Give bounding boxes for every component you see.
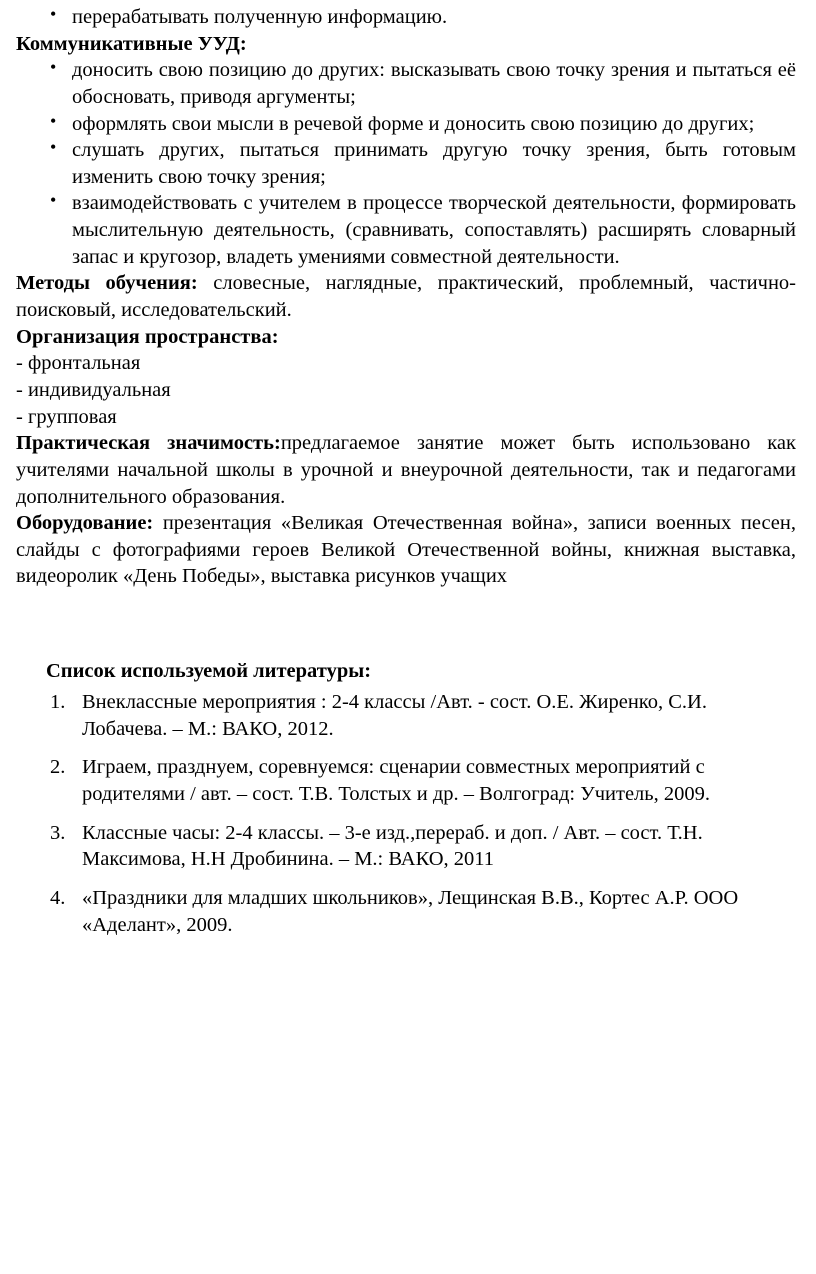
list-item: • слушать других, пытаться принимать другую точку зрения, быть готовым изменить свою точку зрения;: [16, 137, 796, 190]
list-item: Играем, празднуем, соревнуемся: сценарии совместных мероприятий с родителями / авт. – сост. Т.В. Толстых и др. – Волгоград: Учитель, 2009.: [82, 756, 711, 806]
list-item: • оформлять свои мысли в речевой форме и доносить свою позицию до других;: [16, 111, 796, 138]
top-bullet-list: [16, 4, 796, 31]
section-spacer: [16, 590, 796, 660]
list-item: Внеклассные мероприятия : 2-4 классы /Авт. - сост. О.Е. Жиренко, С.И. Лобачева. – М.: ВАКО, 2012.: [82, 691, 707, 740]
practical-significance-text: предлагаемое занятие может быть использовано как учителями начальной школы в урочной и внеурочной деятельности, так и педагогами дополнительного образования.: [16, 432, 796, 508]
list-item: • перерабатывать полученную информацию.: [16, 4, 796, 31]
communicative-bullet-list: [16, 57, 796, 270]
methods-paragraph: [16, 270, 796, 323]
list-item: «Праздники для младших школьников», Лещинская В.В., Кортес А.Р. ООО «Аделант», 2009.: [82, 886, 739, 936]
list-item: • взаимодействовать с учителем в процессе творческой деятельности, формировать мыслительную деятельность, (сравнивать, сопоставлять) расширять словарный запас и кругозор, владеть умениями совместной деятельности.: [16, 190, 796, 270]
literature-heading: Список используемой литературы:: [46, 660, 372, 683]
literature-list: [16, 689, 796, 938]
methods-text: словесные, наглядные, практический, проблемный, частично-поисковый, исследовательский.: [16, 272, 796, 322]
equipment-text: презентация «Великая Отечественная война», записи военных песен, слайды с фотографиями героев Великой Отечественной войны, книжная выставка, видеоролик «День Победы», выставка рисунков учащих: [16, 512, 796, 588]
space-organization-item-individual: - индивидуальная: [16, 378, 171, 401]
space-organization-item-group: - групповая: [16, 405, 117, 428]
equipment-paragraph: [16, 510, 796, 590]
space-organization-item-frontal: - фронтальная: [16, 352, 141, 375]
practical-significance-label: Практическая значимость:: [16, 432, 281, 455]
space-organization-heading: Организация пространства:: [16, 325, 279, 348]
communicative-uud-heading: Коммуникативные УУД:: [16, 32, 247, 55]
methods-label: Методы обучения:: [16, 272, 198, 295]
practical-significance-paragraph: [16, 430, 796, 510]
equipment-label: Оборудование:: [16, 512, 154, 535]
list-item: Классные часы: 2-4 классы. – 3-е изд.,перераб. и доп. / Авт. – сост. Т.Н. Максимова, Н.Н Дробинина. – М.: ВАКО, 2011: [82, 821, 703, 871]
list-item: • доносить свою позицию до других: высказывать свою точку зрения и пытаться её обосновать, приводя аргументы;: [16, 57, 796, 110]
